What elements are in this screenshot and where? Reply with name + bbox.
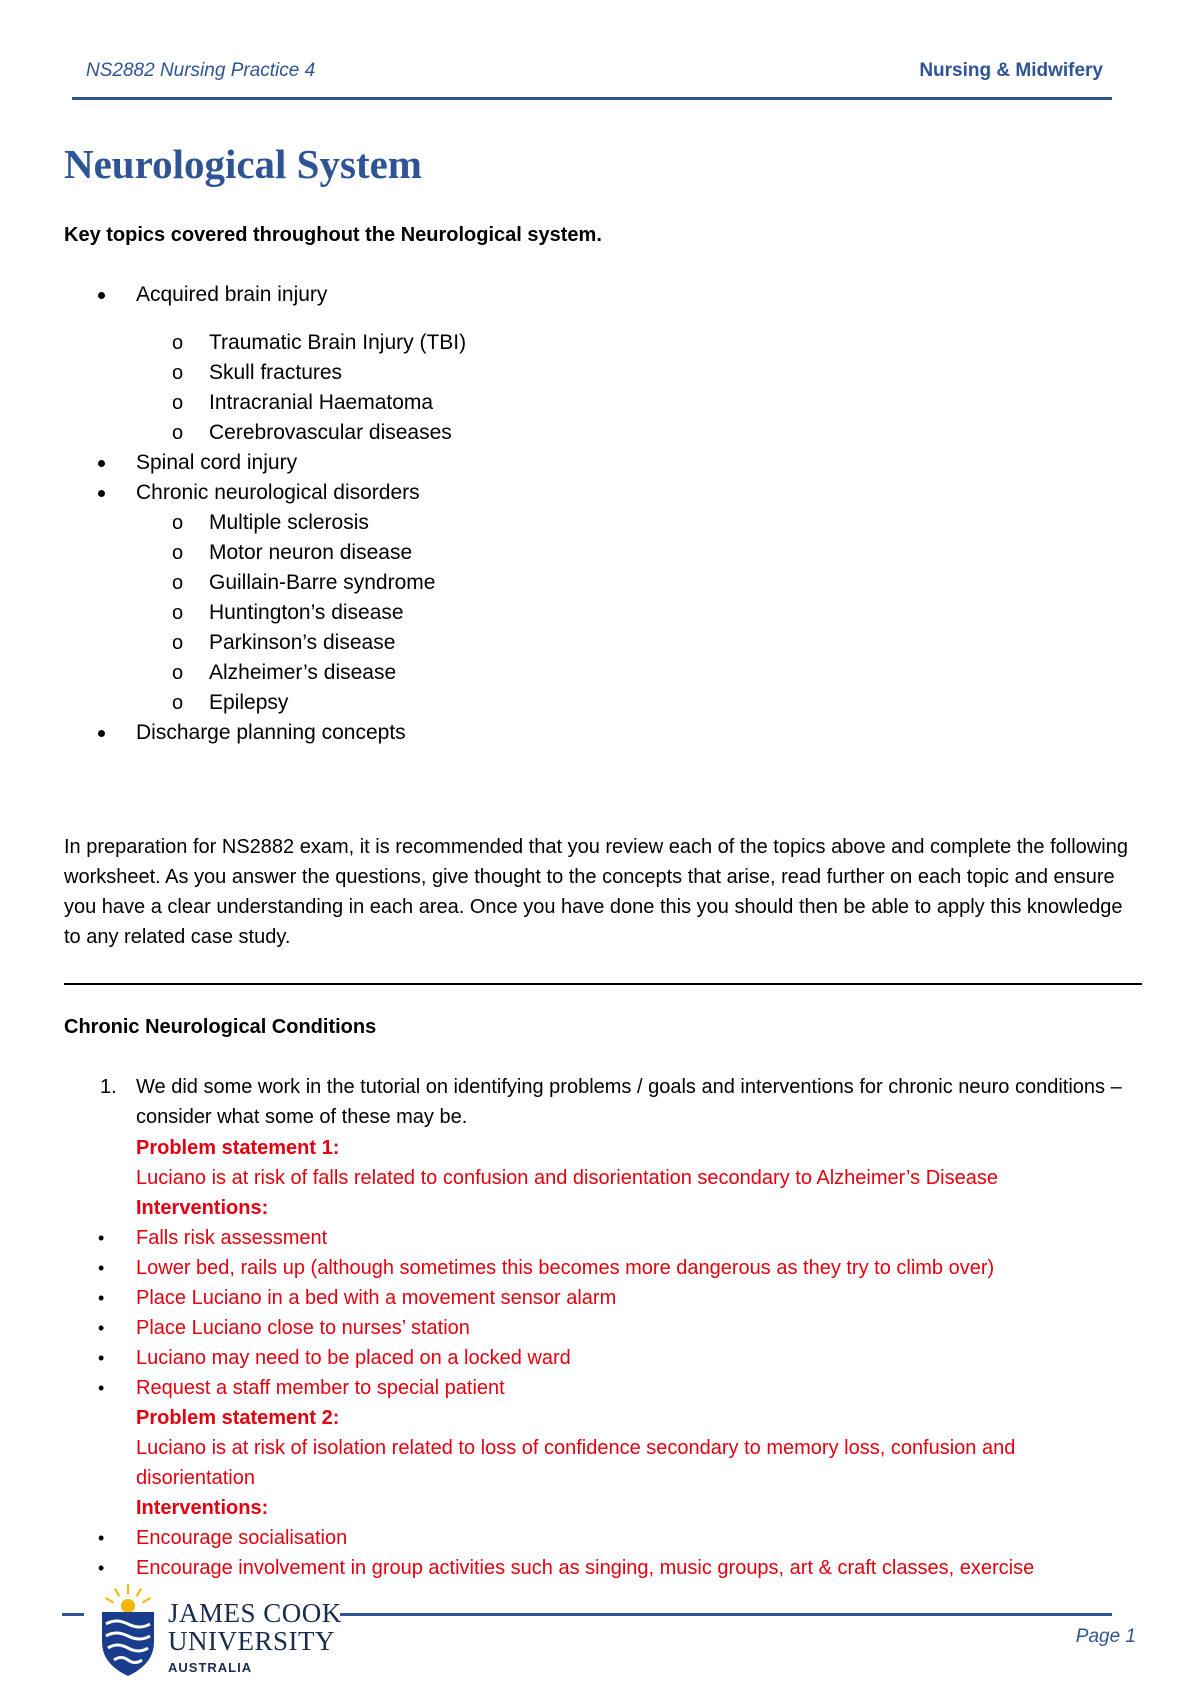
section-title: Chronic Neurological Conditions xyxy=(64,1016,377,1038)
footer-rule-right xyxy=(340,1613,1112,1616)
header-course: NS2882 Nursing Practice 4 xyxy=(86,60,316,81)
answer-bullet: • Falls risk assessment xyxy=(0,1223,1136,1253)
subtopic-item: o Guillain-Barre syndrome xyxy=(0,568,1200,598)
header-department: Nursing & Midwifery xyxy=(919,60,1103,81)
page-title: Neurological System xyxy=(64,141,422,187)
question-text: We did some work in the tutorial on identifying problems / goals and interventions for chronic neuro conditions – consider what some of these may be. xyxy=(136,1076,1122,1128)
answer-heading: Interventions: xyxy=(136,1197,269,1219)
logo-line-1: JAMES COOK xyxy=(168,1598,342,1628)
subtopic-item: o Intracranial Haematoma xyxy=(0,388,1200,418)
intro-paragraph: In preparation for NS2882 exam, it is recommended that you review each of the topics above and complete the following worksheet. As you answer the questions, give thought to the concepts that arise, read further on each topic and ensure you have a clear understanding in each area. Once you have done this you should then be able to apply this knowledge to any related case study. xyxy=(64,836,1128,948)
subtopic-item: o Epilepsy xyxy=(0,688,1200,718)
answer-bullet: • Encourage socialisation xyxy=(0,1523,1136,1553)
topic-item: Spinal cord injury xyxy=(0,448,1200,478)
subtopic-item: o Cerebrovascular diseases xyxy=(0,418,1200,448)
footer-rule-left xyxy=(62,1613,84,1616)
question-number: 1. xyxy=(100,1076,117,1098)
answer-text: Luciano is at risk of isolation related to loss of confidence secondary to memory loss, confusion and disorientation xyxy=(136,1437,1016,1489)
subtopic-item: o Parkinson’s disease xyxy=(0,628,1200,658)
header-rule xyxy=(72,97,1112,100)
university-logo xyxy=(98,1580,342,1680)
subtopic-item: o Alzheimer’s disease xyxy=(0,658,1200,688)
answer-bullet: • Place Luciano in a bed with a movement sensor alarm xyxy=(0,1283,1136,1313)
answer-bullet: • Place Luciano close to nurses’ station xyxy=(0,1313,1136,1343)
answer-heading: Interventions: xyxy=(136,1497,269,1519)
logo-country: AUSTRALIA xyxy=(168,1660,253,1675)
subtopic-item: o Traumatic Brain Injury (TBI) xyxy=(0,328,1200,358)
answer-list xyxy=(0,1133,1200,1583)
answer-heading: Problem statement 2: xyxy=(136,1407,340,1429)
topic-item: Chronic neurological disorders xyxy=(0,478,1200,508)
topics-heading: Key topics covered throughout the Neurological system. xyxy=(64,224,602,246)
subtopic-item: o Huntington’s disease xyxy=(0,598,1200,628)
logo-line-2: UNIVERSITY xyxy=(168,1626,335,1656)
answer-heading: Problem statement 1: xyxy=(136,1137,340,1159)
answer-bullet: • Encourage involvement in group activities such as singing, music groups, art & craft classes, exercise xyxy=(0,1553,1136,1583)
page-number: Page 1 xyxy=(1075,1626,1136,1647)
list-spacer xyxy=(0,310,1200,328)
subtopic-item: o Motor neuron disease xyxy=(0,538,1200,568)
shield-icon xyxy=(98,1580,158,1680)
answer-text: Luciano is at risk of falls related to confusion and disorientation secondary to Alzheimer’s Disease xyxy=(136,1167,998,1189)
answer-bullet: • Luciano may need to be placed on a locked ward xyxy=(0,1343,1136,1373)
topics-list xyxy=(0,280,1200,748)
topic-item: Discharge planning concepts xyxy=(0,718,1200,748)
answer-bullet: • Request a staff member to special patient xyxy=(0,1373,1136,1403)
section-divider xyxy=(64,983,1142,985)
subtopic-item: o Multiple sclerosis xyxy=(0,508,1200,538)
answer-bullet: • Lower bed, rails up (although sometimes this becomes more dangerous as they try to climb over) xyxy=(0,1253,1136,1283)
topic-item: Acquired brain injury xyxy=(0,280,1200,310)
subtopic-item: o Skull fractures xyxy=(0,358,1200,388)
